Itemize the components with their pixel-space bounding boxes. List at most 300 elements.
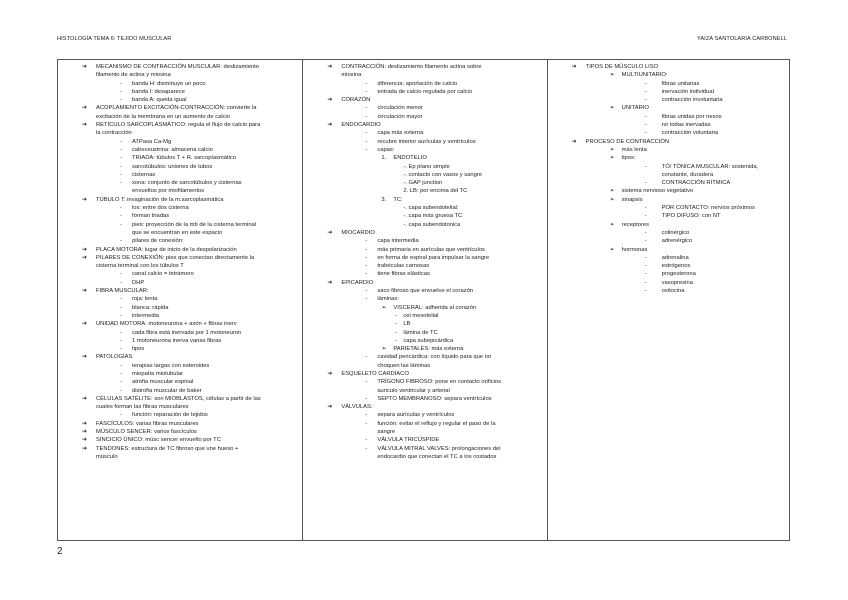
note-line [550,121,785,129]
note-text: cisterna terminal con los túbulos T [96,263,184,270]
note-text: intermedia [132,312,160,319]
bullet-arrow-icon: ➔ [327,229,333,236]
note-text: PILARES DE CONEXIÓN: pies que conectan directamente la [96,254,255,261]
note-text: capa más externa [377,130,424,137]
bullet-arrow-icon: ➔ [82,105,87,112]
bullet-arrow-icon: ➔ [82,321,87,328]
note-text: que se encuentran en este espacio [132,229,223,236]
note-text: -. Ep plano simple [403,163,450,170]
note-line [550,171,785,179]
note-line [305,353,542,361]
bullet-arrow-icon: ➔ [327,370,333,377]
note-line [60,138,298,146]
note-line [60,104,298,112]
bullet-dash: - [644,288,647,295]
note-line [305,387,542,395]
note-text: forman triadas [132,213,170,220]
bullet-dash: - [365,437,368,444]
note-text: adrenérgico [661,238,693,245]
note-text: adrenalina [661,254,689,261]
note-line [550,63,785,71]
bullet-dash: - [120,304,122,311]
note-line [60,63,298,71]
bullet-dash: - [120,279,122,286]
note-line [305,345,542,353]
note-line [60,395,298,403]
note-text: VISCERAL: adherida al corazón [393,304,477,311]
note-text: estrógenos [661,263,691,270]
note-line [550,212,785,220]
bullet-dash: - [644,229,647,236]
note-text: fibras unitarias [661,80,700,87]
bullet-dash: - [365,80,368,87]
note-text: tipos: [621,155,636,162]
note-text: -. capa subendotelial: [403,205,459,212]
note-line [60,411,298,419]
note-line [550,179,785,187]
notes-column-2 [302,60,546,540]
note-line [60,295,298,303]
note-line [550,237,785,245]
bullet-dash: - [395,312,398,319]
note-line [550,187,785,195]
note-line [305,171,542,179]
bullet-dash: - [120,346,122,353]
note-text: TC: [393,196,403,203]
note-line [60,304,298,312]
note-line [305,179,542,187]
note-line [60,445,298,453]
bullet-dash: - [644,254,647,261]
note-text: circulación menor [377,105,423,112]
bullet-dash: - [644,213,647,220]
bullet-dash: - [365,288,368,295]
bullet-dash: - [365,271,368,278]
bullet-dash: - [395,329,398,336]
note-text: envueltos por miofilamentos [132,188,205,195]
note-text: canal calcio = tetrámero [132,271,194,278]
bullet-arrow-icon: ➔ [327,404,333,411]
note-line [60,204,298,212]
note-line [60,279,298,287]
note-line [305,237,542,245]
bullet-dash: - [395,337,398,344]
bullet-arrow-icon: ➢ [609,155,615,162]
bullet-dash: - [120,180,122,187]
bullet-dash: - [644,163,647,170]
note-text: PATOLOGÍAS [96,354,133,361]
note-line [305,287,542,295]
note-text: la contracción [96,130,132,137]
note-text: CONTRACCIÓN: deslizamiento filamento actina sobre [341,64,482,70]
bullet-dash: - [120,138,122,145]
note-text: VÁLVULA MITRAL VALVES: prolongaciones del [377,445,501,452]
bullet-arrow-icon: ➔ [571,64,577,70]
note-text: endocardio que conectan el TC a los costados [377,453,497,460]
note-text: sinapsis [621,196,643,203]
note-text: cada fibra está inervada por 1 motoneuron [132,329,242,336]
note-text: contracción voluntaria [661,130,719,137]
note-text: constante, duradera [661,171,714,178]
note-line [60,428,298,436]
note-line [60,320,298,328]
bullet-dash: - [644,271,647,278]
bullet-arrow-icon: ➢ [381,304,387,311]
bullet-dash: - [120,146,122,153]
bullet-dash: - [120,379,122,386]
note-line [305,411,542,419]
note-text: TENDONES: estructura de TC fibroso que une hueso + [96,445,239,452]
note-text: recubre interior aurículas y ventrículos [377,138,476,145]
bullet-dash: - [120,80,122,87]
bullet-arrow-icon: ➔ [82,122,87,129]
note-text: contracción involuntaria [661,97,723,104]
bullet-dash: - [365,296,368,303]
note-line [60,420,298,428]
note-text: FIBRA MUSCULAR: [96,288,149,295]
note-line [60,287,298,295]
note-text: distrofia muscular de baker [132,387,202,394]
note-line [305,436,542,444]
note-text: 2. LB: por encima del TC [403,188,468,195]
bullet-arrow-icon: ➔ [82,64,87,70]
note-text: capa intermedia [377,238,419,245]
note-line [550,113,785,121]
note-line [60,337,298,345]
note-line [60,436,298,444]
bullet-arrow-icon: ➔ [327,122,333,129]
bullet-arrow-icon: ➢ [609,188,615,195]
note-text: cisternas [132,171,156,178]
note-text: excitación de la membrana en un aumento de calcio [96,113,231,120]
note-text: colinérgico [661,229,690,236]
note-text: POR CONTACTO: nervios próximos [661,205,755,212]
note-line [60,312,298,320]
note-line [550,287,785,295]
note-line [60,146,298,154]
note-line [60,237,298,245]
note-line [60,229,298,237]
note-text: función: evitar el reflujo y regular el paso de la [377,420,496,427]
note-line [305,229,542,237]
note-text: CONTRACCIÓN RÍTMICA [661,180,731,187]
note-line [305,96,542,104]
note-text: tiene fibras elásticas [377,271,430,278]
notes-column-1 [58,60,302,540]
note-line [305,378,542,386]
note-text: roja: lenta [132,296,158,303]
notes-table [57,59,790,541]
note-text: fibras unidas por nexos [661,113,722,120]
bullet-dash: - [644,122,647,129]
note-text: banda A: queda igual [132,97,187,104]
note-text: capas: [377,146,395,153]
bullet-dash: - [120,362,122,369]
note-text: choquen las láminas [377,362,431,369]
note-text: ACOPLAMIENTO EXCITACIÓN-CONTRACCIÓN: convierte la [96,105,257,112]
note-text: sarcotúbulos: uniones de tubos [132,163,213,170]
note-line [60,362,298,370]
note-text: TÚBULO T: invaginación de la m.sarcoplasmática [96,196,224,203]
note-text: función: reparación de tejidos [132,412,208,419]
note-text: sistema nervioso vegetativo [621,188,694,195]
bullet-dash: - [365,354,368,361]
note-line [550,279,785,287]
note-text: entrada de calcio regulada por calcio [377,88,473,95]
bullet-dash: - [120,155,122,162]
note-text: separa aurículas y ventrículos [377,412,455,419]
note-text: MÚSCULO SENCER: varios fascículos [96,429,197,436]
note-text: saco fibroso que envuelve el corazón [377,288,474,295]
note-line [550,246,785,254]
note-line [550,204,785,212]
note-line [305,104,542,112]
note-text: SINCICIO ÚNICO: músc sencer envuelto por TC [96,437,221,444]
note-line [60,453,298,461]
bullet-dash: - [365,88,368,95]
bullet-arrow-icon: ➔ [82,429,87,436]
note-text: hormonas [621,246,648,253]
bullet-arrow-icon: ➢ [609,246,615,253]
note-line [305,320,542,328]
bullet-dash: - [365,412,368,419]
bullet-dash: - [120,271,122,278]
note-text: xona: conjunto de sarcotúbulos y cisternas [132,180,242,187]
note-line [305,63,542,71]
note-text: no todas inervadas [661,122,711,129]
note-text: TIPOS DE MÚSCULO LISO [585,64,659,70]
bullet-arrow-icon: ➔ [82,246,87,253]
bullet-arrow-icon: ➢ [609,105,615,112]
note-line [60,378,298,386]
bullet-dash: - [120,238,122,245]
note-line [305,212,542,220]
note-text: blanca: rápida [132,304,169,311]
note-text: filamento de actina y miosina [96,72,171,79]
note-text: -. contacto con vasos y sangre [403,171,482,178]
note-line [305,88,542,96]
bullet-dash: - [365,113,368,120]
note-line [305,362,542,370]
note-line [60,96,298,104]
note-line [60,113,298,121]
note-text: 1 motoneurona inerva varias fibras [132,337,222,344]
note-text: TRIADA: túbulos T + R. sarcoplasmático [132,155,237,162]
note-line [305,445,542,453]
bullet-arrow-icon: ➔ [82,196,87,203]
note-line [60,71,298,79]
note-line [550,138,785,146]
bullet-dash: - [120,337,122,344]
note-line [305,113,542,121]
note-text: pies: proyección de la mb de la cisterna terminal [132,221,257,228]
note-line [60,262,298,270]
bullet-dash: - [365,445,368,452]
note-line [60,179,298,187]
note-line [60,270,298,278]
note-line [550,270,785,278]
note-text: los: entre dos cisterna [132,205,189,212]
bullet-dash: - [365,238,368,245]
bullet-dash: - [644,80,647,87]
note-text: CORAZÓN [341,97,371,104]
note-line [550,262,785,270]
note-text: TIPO DIFUSO: con NT [661,213,721,220]
note-line [305,129,542,137]
note-text: TÓ/ TÓNICA MUSCULAR: sostenida, [661,163,759,170]
note-line [60,163,298,171]
note-line [550,71,785,79]
list-number: 1. [381,155,387,162]
bullet-arrow-icon: ➔ [327,64,333,70]
note-line [60,254,298,262]
note-line [305,370,542,378]
bullet-arrow-icon: ➔ [327,97,333,104]
bullet-dash: - [644,97,647,104]
note-text: banda H: disminuye un poco [132,80,206,87]
note-line [60,171,298,179]
bullet-dash: - [120,370,122,377]
bullet-arrow-icon: ➢ [609,221,615,228]
bullet-dash: - [120,213,122,220]
note-line [305,146,542,154]
note-text: más lenta [621,146,647,153]
bullet-dash: - [365,254,368,261]
note-line [60,129,298,137]
bullet-dash: - [365,246,368,253]
note-text: cabeceustrina: almacena calcio [132,146,213,153]
note-text: cel mesotelial [403,312,439,319]
note-text: receptores [621,221,650,228]
bullet-dash: - [120,221,122,228]
note-text: ESQUELETO CARDÍACO [341,370,409,377]
note-line [60,329,298,337]
note-line [305,420,542,428]
header-title: HISTOLOGÍA TEMA 6: TEJIDO MUSCULAR [57,36,172,42]
note-text: vasopresina [661,279,693,286]
note-line [60,88,298,96]
note-text: PLACA MOTORA: lugar de inicio de la despolarización [96,246,237,253]
note-text: miosina [341,72,362,79]
note-text: DHP [132,279,145,286]
note-line [60,246,298,254]
bullet-arrow-icon: ➔ [82,354,87,361]
bullet-dash: - [120,412,122,419]
header-author: YAIZA SANTOLARIA CARBONELL [696,36,787,42]
note-line [550,88,785,96]
bullet-arrow-icon: ➔ [82,420,87,427]
note-line [60,370,298,378]
note-text: lámina de TC [403,329,438,336]
note-line [60,154,298,162]
note-text: PROCESO DE CONTRACCIÓN [585,138,670,145]
bullet-arrow-icon: ➢ [609,72,615,79]
note-text: auriculo ventricular y arterial [377,387,450,394]
note-line [305,453,542,461]
note-line [305,138,542,146]
note-line [305,254,542,262]
note-text: -. capa más gruesa TC [403,213,463,220]
bullet-arrow-icon: ➢ [381,346,387,353]
note-text: en forma de espiral para impulsar la sangre [377,254,490,261]
note-line [305,196,542,204]
page-number: 2 [57,546,63,557]
note-line [305,403,542,411]
note-line [305,337,542,345]
note-line [305,395,542,403]
notes-column-3 [547,60,789,540]
bullet-arrow-icon: ➔ [82,437,87,444]
note-line [305,304,542,312]
note-line [550,229,785,237]
note-text: tipos [132,346,145,353]
note-line [60,212,298,220]
note-line [305,121,542,129]
note-line [60,345,298,353]
note-text: inervación individual [661,88,714,95]
note-text: pilares de conexión: [132,238,184,245]
note-text: VÁLVULAS: [341,404,373,411]
bullet-arrow-icon: ➔ [82,395,87,402]
note-text: cavidad pericárdica: con líquido para que no [377,354,492,361]
note-text: cuales forman las fibras musculares [96,404,189,411]
note-line [550,154,785,162]
note-line [550,196,785,204]
note-text: SEPTO MEMBRANOSO: separa ventrículos [377,395,492,402]
note-line [60,187,298,195]
note-text: ENDOTELIO [393,155,427,162]
note-line [305,270,542,278]
note-line [305,428,542,436]
note-text: ENDOCARDIO [341,122,381,129]
bullet-dash: - [644,205,647,212]
bullet-dash: - [365,146,368,153]
bullet-dash: - [644,279,647,286]
note-text: TRÍGONO FIBROSO: pone en contacto orificios [377,379,502,386]
bullet-dash: - [120,296,122,303]
bullet-arrow-icon: ➔ [82,254,87,261]
note-line [550,80,785,88]
note-text: CÉLULAS SATÉLITE: son MIOBLASTOS, células a partir de las [96,395,261,402]
note-line [60,121,298,129]
note-text: MIOCARDIO [341,229,375,236]
note-line [60,221,298,229]
note-line [550,96,785,104]
bullet-dash: - [644,238,647,245]
note-line [305,154,542,162]
note-text: miopatía miotubular [132,370,183,377]
note-text: MULTIUNITARIO: [621,72,668,79]
bullet-arrow-icon: ➢ [609,146,615,153]
note-line [60,387,298,395]
note-line [305,329,542,337]
bullet-dash: - [644,263,647,270]
note-text: más primaria en aurículas que ventrículos [377,246,485,253]
note-text: atrofia muscular espinal [132,379,194,386]
note-line [60,80,298,88]
bullet-arrow-icon: ➢ [609,196,615,203]
note-line [305,312,542,320]
bullet-dash: - [120,312,122,319]
note-line [305,71,542,79]
note-text: VÁLVULA TRICÚSPIDE [377,437,440,444]
note-text: ATPasa Ca-Mg [132,138,172,145]
note-line [305,246,542,254]
bullet-dash: - [120,329,122,336]
note-text: terapias largas con esteroides [132,362,210,369]
note-text: LB [403,321,411,328]
note-line [305,163,542,171]
